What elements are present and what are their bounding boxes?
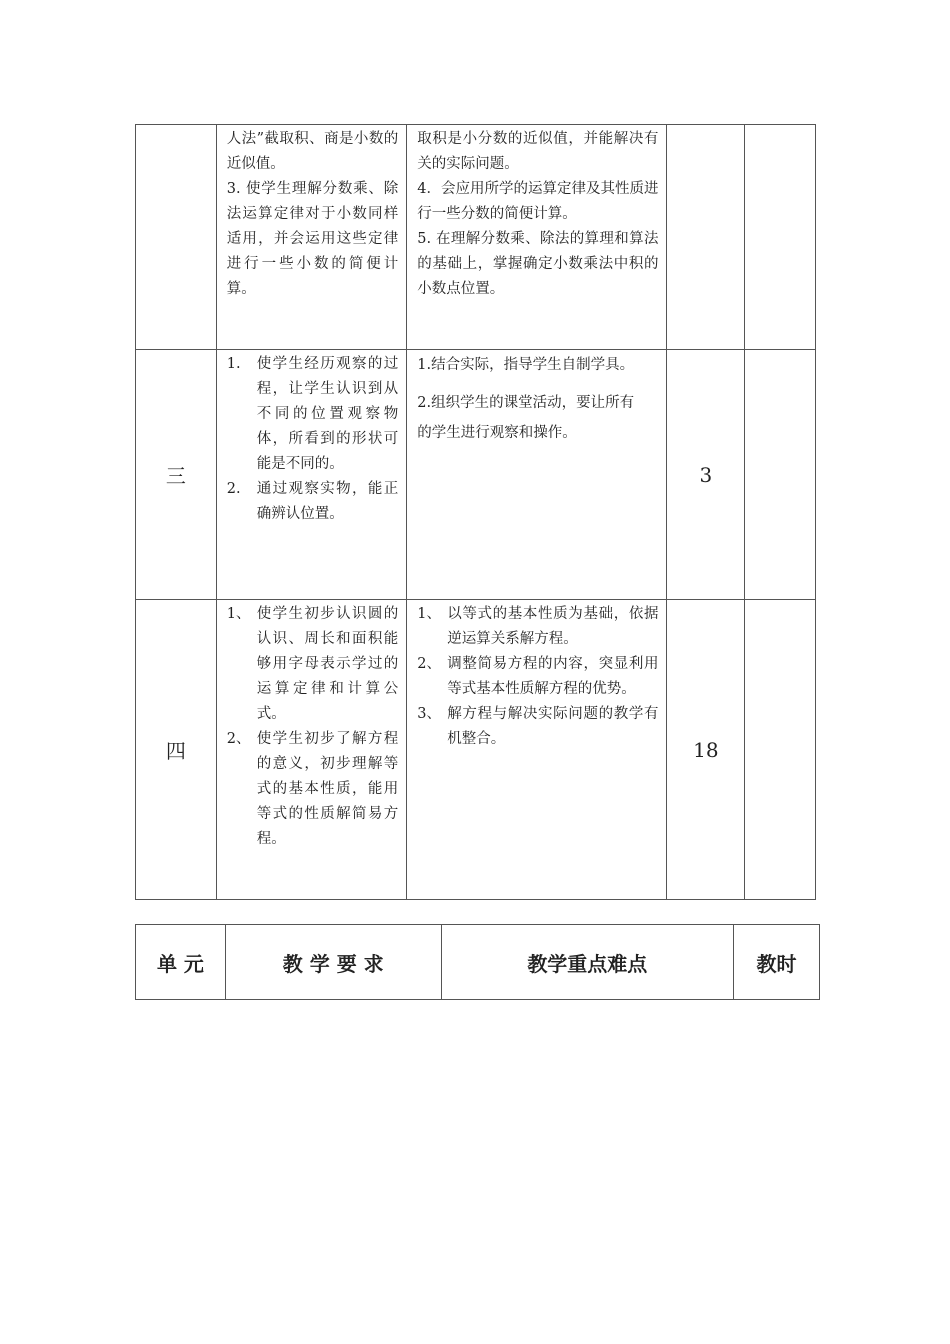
hours-cell: 18 <box>667 600 745 900</box>
header-requirements: 教 学 要 求 <box>225 925 441 1000</box>
list-item: 1、 以等式的基本性质为基础，依据逆运算关系解方程。 <box>417 606 659 647</box>
table-row <box>136 600 816 900</box>
requirements-cell <box>216 350 407 600</box>
notes-cell <box>745 600 816 900</box>
key-point-text: 取积是小分数的近似值，并能解决有关的实际问题。 <box>417 131 659 172</box>
unit-cell: 三 <box>136 350 217 600</box>
key-point-text: 1.结合实际，指导学生自制学具。 <box>417 357 635 373</box>
list-item: 2、 调整简易方程的内容，突显利用等式基本性质解方程的优势。 <box>417 656 659 697</box>
requirements-list <box>227 602 399 852</box>
list-item: 2. 通过观察实物，能正确辨认位置。 <box>226 481 399 522</box>
list-item: 3、 解方程与解决实际问题的教学有机整合。 <box>417 706 659 747</box>
key-point-text: 的学生进行观察和操作。 <box>417 425 577 441</box>
key-point-text: 4．会应用所学的运算定律及其性质进行一些分数的简便计算。 <box>417 181 659 222</box>
key-points-cell <box>407 600 667 900</box>
key-point-text: 5. 在理解分数乘、除法的算理和算法的基础上，掌握确定小数乘法中积的小数点位置。 <box>417 231 659 297</box>
requirements-list <box>227 352 399 527</box>
header-row <box>136 925 820 1000</box>
table-row <box>136 350 816 600</box>
table-row <box>136 125 816 350</box>
notes-cell <box>745 350 816 600</box>
notes-cell <box>745 125 816 350</box>
header-hours: 教时 <box>734 925 820 1000</box>
key-points-cell <box>407 350 667 600</box>
key-points-cell <box>407 125 667 350</box>
requirements-cell <box>216 125 407 350</box>
next-page-header-table <box>135 924 820 1000</box>
list-item: 1、 使学生初步认识圆的认识、周长和面积能够用字母表示学过的运算定律和计算公式。 <box>226 606 399 722</box>
list-item: 2、 使学生初步了解方程的意义，初步理解等式的基本性质，能用等式的性质解简易方程。 <box>226 731 399 847</box>
requirement-text: 3. 使学生理解分数乘、除法运算定律对于小数同样适用，并会运用这些定律进行一些小数的简便计算。 <box>226 181 399 297</box>
unit-cell <box>136 125 217 350</box>
unit-cell: 四 <box>136 600 217 900</box>
header-key-points: 教学重点难点 <box>441 925 734 1000</box>
requirement-text: 人法”截取积、商是小数的近似值。 <box>226 131 399 172</box>
list-item: 1. 使学生经历观察的过程，让学生认识到从不同的位置观察物体，所看到的形状可能是不同的。 <box>226 356 399 472</box>
hours-cell <box>667 125 745 350</box>
requirements-cell <box>216 600 407 900</box>
header-unit: 单 元 <box>136 925 226 1000</box>
key-point-text: 2.组织学生的课堂活动，要让所有 <box>417 395 635 411</box>
curriculum-table <box>135 124 816 900</box>
key-points-list <box>417 602 658 752</box>
hours-cell: 3 <box>667 350 745 600</box>
